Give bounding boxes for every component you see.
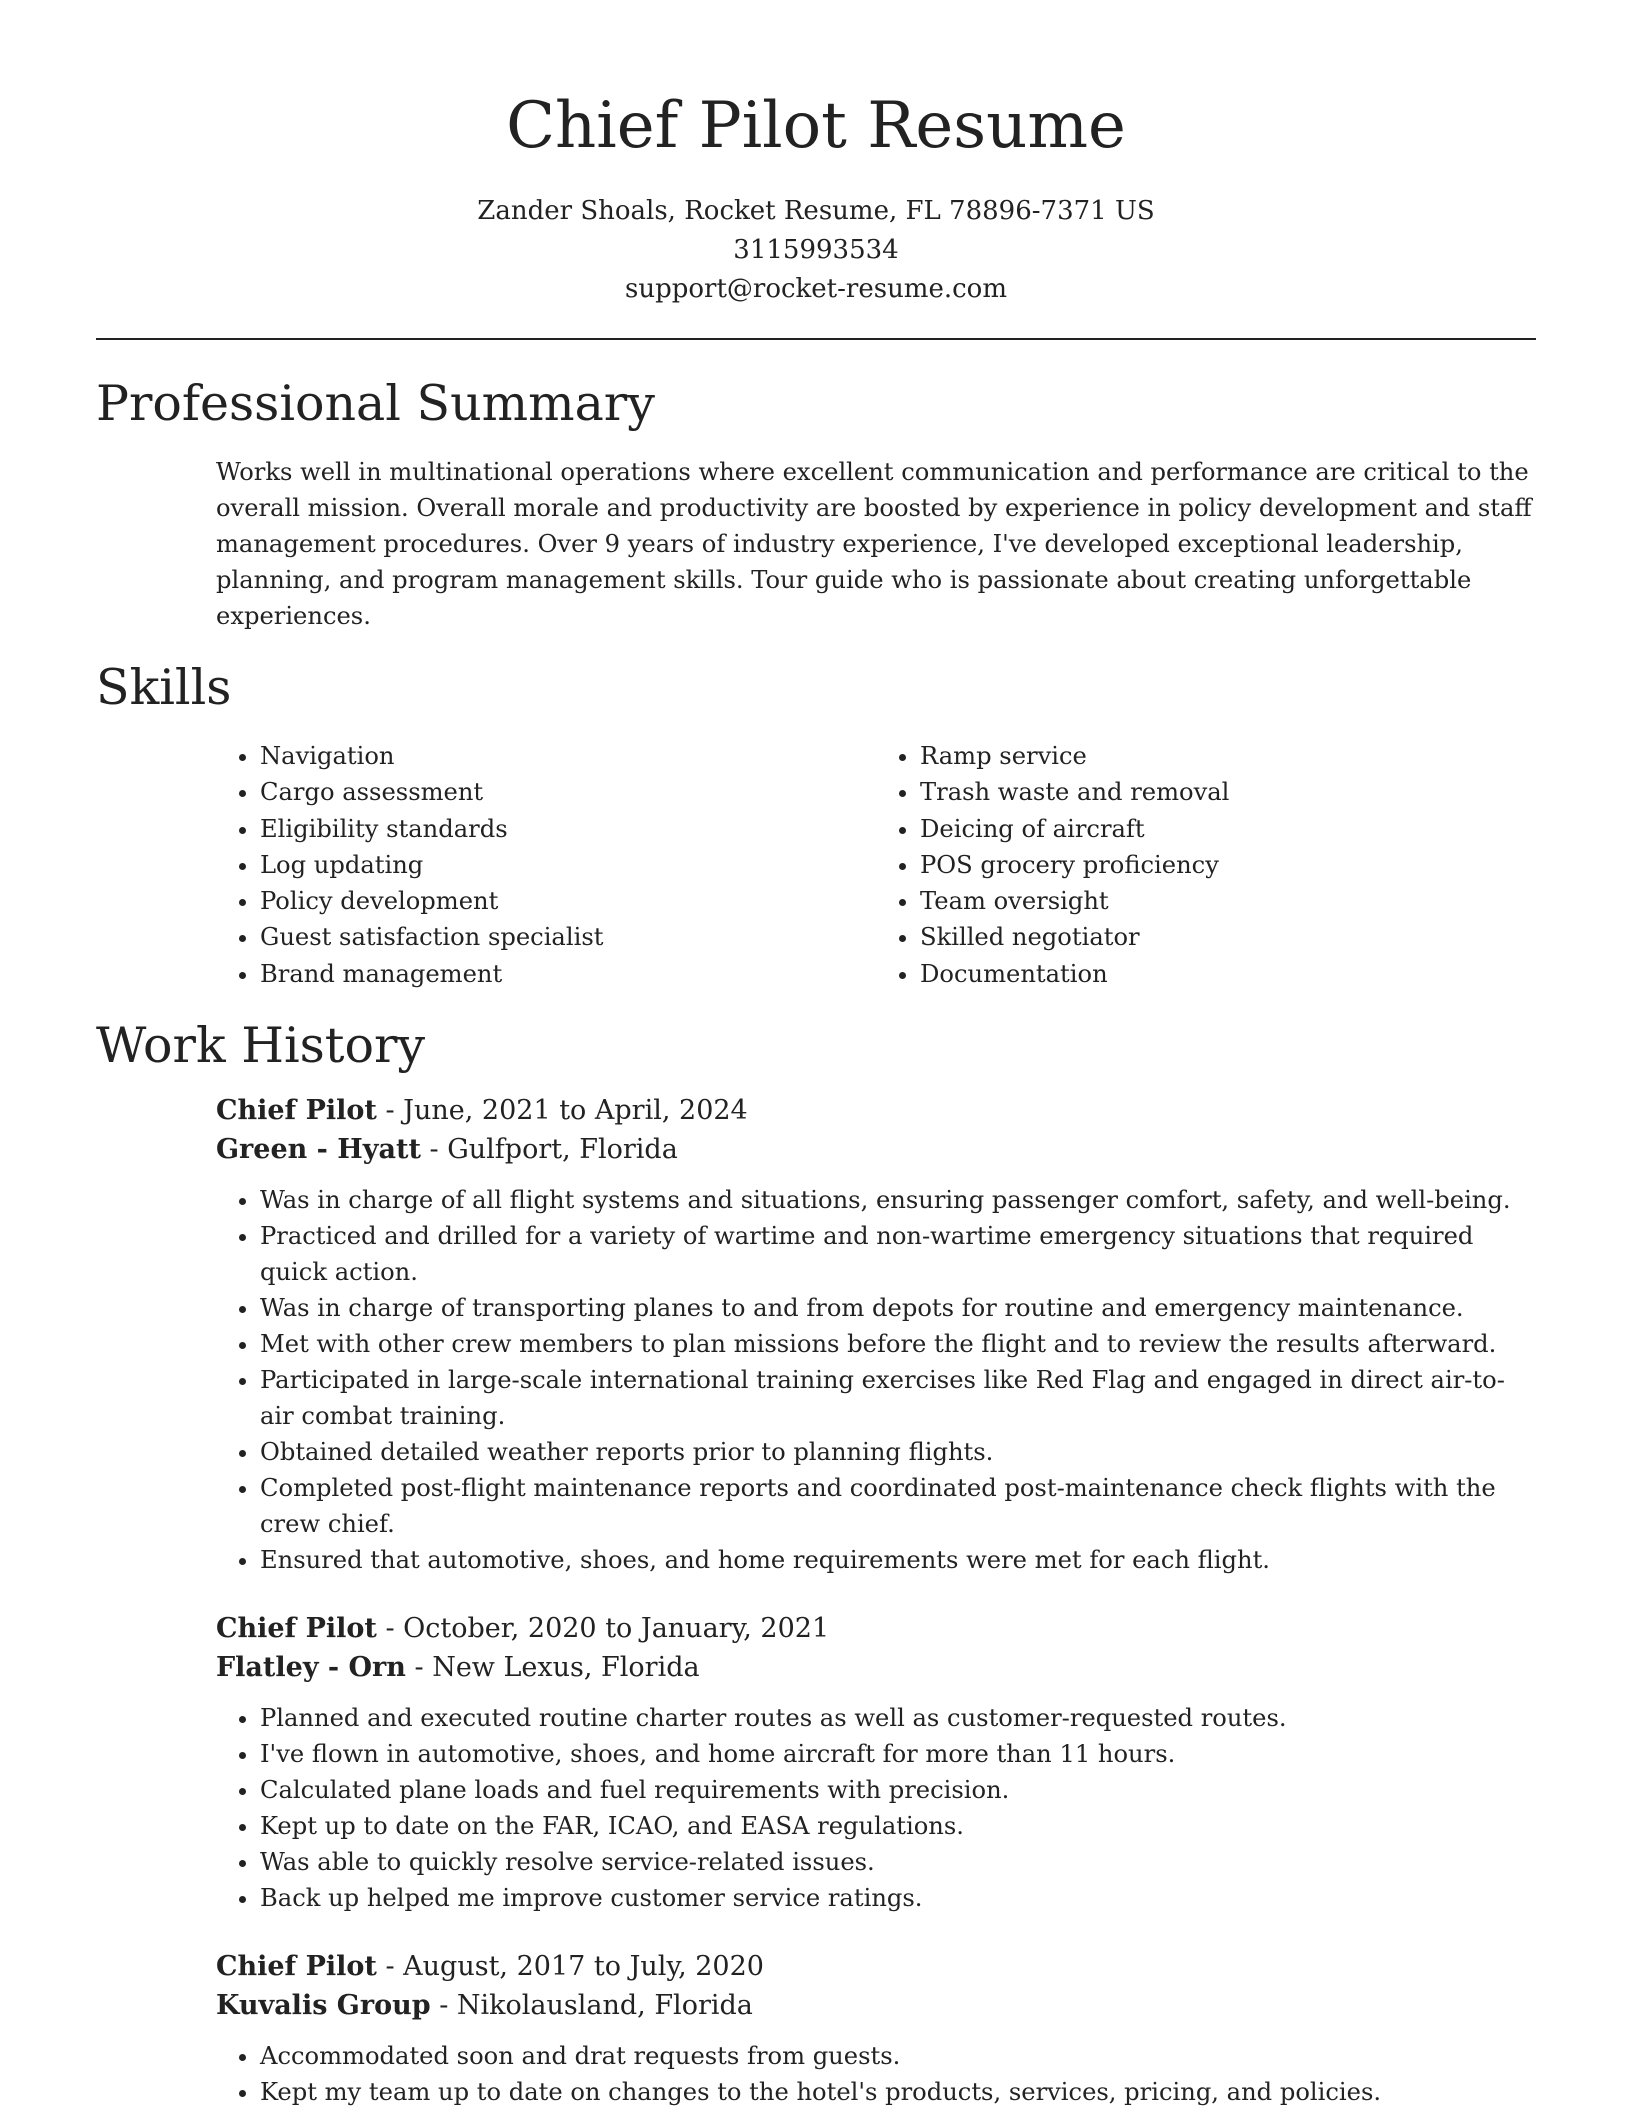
skills-column-right [876,738,1536,992]
summary-heading: Professional Summary [96,375,655,432]
skill-item: • Team oversight [920,883,1536,919]
resume-title: Chief Pilot Resume [506,89,1126,163]
job-duty: • Met with other crew members to plan missions before the flight and to review the results afterward. [260,1326,1536,1362]
job-duty: • Accommodated soon and drat requests from guests. [260,2038,1536,2074]
skill-item: • Skilled negotiator [920,919,1536,955]
job-employer: Flatley - Orn [216,1652,406,1684]
contact-phone: 3115993534 [733,235,899,265]
skill-item: • Brand management [260,956,876,992]
job-employer: Green - Hyatt [216,1134,421,1166]
skill-item: • Trash waste and removal [920,774,1536,810]
job-title: Chief Pilot [216,1613,377,1645]
job-duty: • Was able to quickly resolve service-related issues. [260,1844,1536,1880]
job-location: - Nikolausland, Florida [430,1990,753,2022]
job-employer-line [216,1648,1536,1688]
job-entry [216,1610,1536,1916]
job-duty: • I've flown in automotive, shoes, and home aircraft for more than 11 hours. [260,1736,1536,1772]
skill-item: • Deicing of aircraft [920,811,1536,847]
work-history-heading: Work History [96,1017,426,1075]
job-title: Chief Pilot [216,1095,377,1127]
job-duty: • Ensured that automotive, shoes, and home requirements were met for each flight. [260,1542,1536,1578]
job-title-line [216,1610,1536,1648]
skills-list [216,738,1536,992]
job-duty: • Participated in large-scale international training exercises like Red Flag and engaged in direct air-to-air combat training. [260,1362,1536,1434]
contact-address: Zander Shoals, Rocket Resume, FL 78896-7371 US [477,196,1155,226]
job-duty: • Planned and executed routine charter routes as well as customer-requested routes. [260,1700,1536,1736]
job-duty: • Back up helped me improve customer service ratings. [260,1880,1536,1916]
contact-email: support@rocket-resume.com [624,274,1007,304]
job-title-line [216,1948,1536,1986]
skill-item: • Guest satisfaction specialist [260,919,876,955]
job-entry [216,1092,1536,1578]
skill-item: • Cargo assessment [260,774,876,810]
skills-column-left [216,738,876,992]
job-duty: • Obtained detailed weather reports prior to planning flights. [260,1434,1536,1470]
job-title: Chief Pilot [216,1951,377,1983]
summary-text: Works well in multinational operations where excellent communication and performance are critical to the overall mission. Overall morale and productivity are boosted by experience in policy development and staff management procedures. Over 9 years of industry experience, I've developed exceptional leadership, planning, and program management skills. Tour guide who is passionate about creating unforgettable experiences. [216,458,1532,630]
job-location: - Gulfport, Florida [420,1134,678,1166]
job-title-line [216,1092,1536,1130]
skill-item: • Eligibility standards [260,811,876,847]
job-duties [216,1700,1536,1916]
job-location: - New Lexus, Florida [405,1652,700,1684]
job-employer: Kuvalis Group [216,1990,431,2022]
job-duty: • Was in charge of all flight systems and situations, ensuring passenger comfort, safety, and well-being. [260,1182,1536,1218]
job-employer-line [216,1986,1536,2026]
job-duty: • Kept my team up to date on changes to the hotel's products, services, pricing, and policies. [260,2074,1536,2110]
job-duty: • Practiced and drilled for a variety of wartime and non-wartime emergency situations that required quick action. [260,1218,1536,1290]
job-employer-line [216,1130,1536,1170]
job-dates: - June, 2021 to April, 2024 [376,1095,748,1127]
job-duty: • Was in charge of transporting planes to and from depots for routine and emergency maintenance. [260,1290,1536,1326]
skill-item: • Log updating [260,847,876,883]
job-dates: - August, 2017 to July, 2020 [376,1951,764,1983]
job-duty: • Calculated plane loads and fuel requirements with precision. [260,1772,1536,1808]
job-entry [216,1948,1536,2110]
job-dates: - October, 2020 to January, 2021 [376,1613,830,1645]
job-duties [216,1182,1536,1578]
header-divider [96,338,1536,340]
skills-heading: Skills [96,659,232,716]
skill-item: • Navigation [260,738,876,774]
job-duty: • Kept up to date on the FAR, ICAO, and EASA regulations. [260,1808,1536,1844]
skill-item: • Documentation [920,956,1536,992]
job-duty: • Completed post-flight maintenance reports and coordinated post-maintenance check flights with the crew chief. [260,1470,1536,1542]
skill-item: • POS grocery proficiency [920,847,1536,883]
skill-item: • Ramp service [920,738,1536,774]
contact-block [96,192,1536,309]
resume-page [96,0,1536,2110]
job-duties [216,2038,1536,2110]
skill-item: • Policy development [260,883,876,919]
